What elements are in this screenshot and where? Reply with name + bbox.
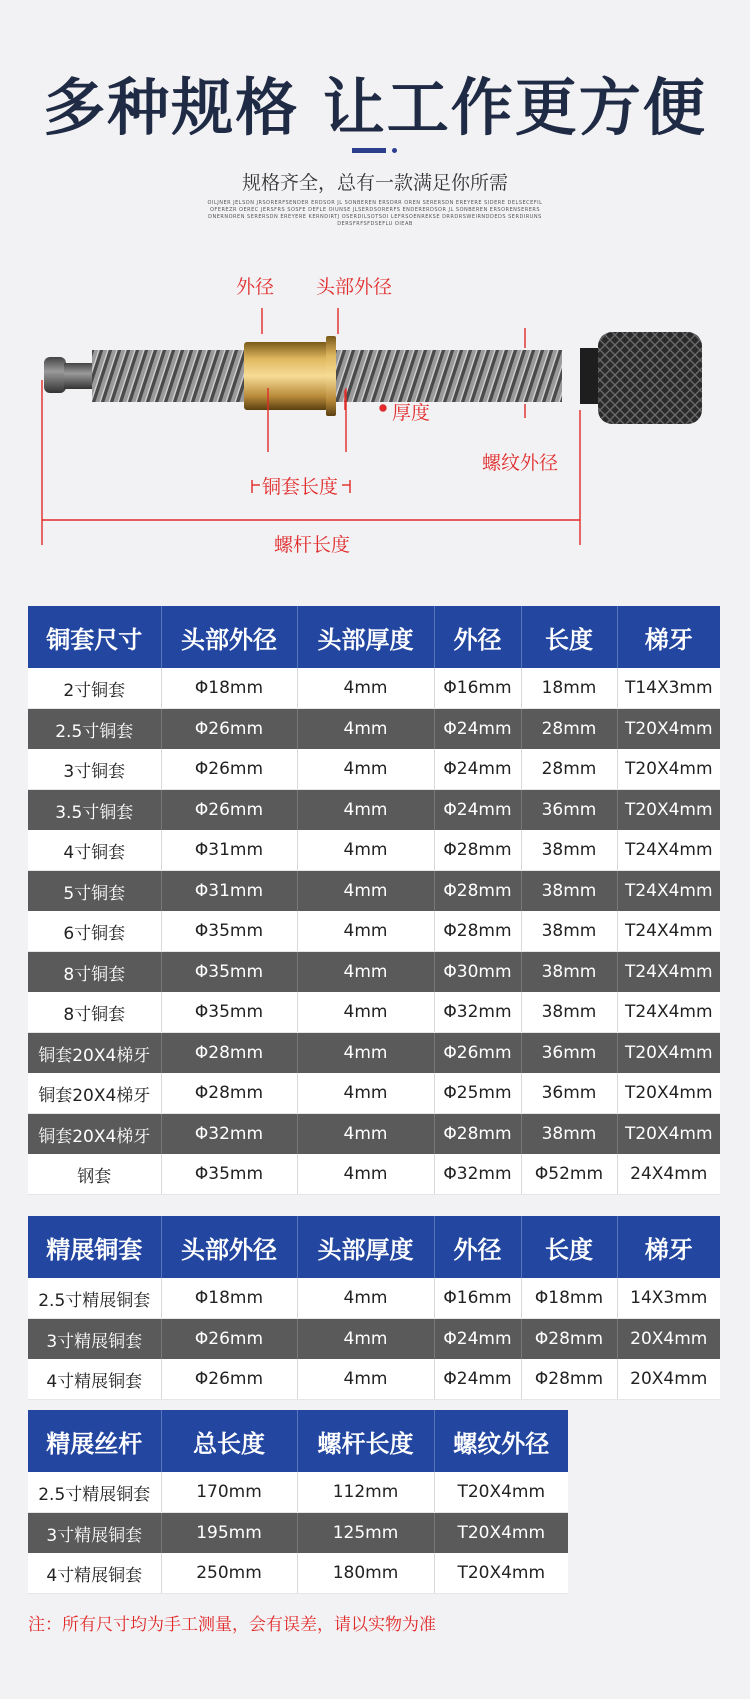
table-row [28,709,720,750]
table-header-row [28,1216,720,1278]
sleeve-spec-table [28,606,720,1195]
table-row [28,1359,720,1400]
table-cell: 4mm [297,709,434,750]
table-cell: 36mm [521,1073,617,1114]
precision-sleeve-table [28,1216,720,1400]
table-cell: 20X4mm [617,1319,720,1360]
table-cell: 4mm [297,749,434,790]
table-cell: 36mm [521,790,617,831]
table-cell: Φ28mm [434,1114,521,1155]
table-cell: T24X4mm [617,992,720,1033]
column-header: 头部厚度 [297,606,434,668]
column-header: 总长度 [161,1410,297,1472]
table-cell: 4mm [297,1359,434,1400]
table-cell: Φ24mm [434,749,521,790]
table-cell: Φ28mm [521,1359,617,1400]
table-cell: 铜套20X4梯牙 [28,1073,161,1114]
table-cell: Φ35mm [161,911,297,952]
table-cell: 28mm [521,709,617,750]
table-cell: 4mm [297,1073,434,1114]
table-cell: Φ24mm [434,790,521,831]
table-cell: T20X4mm [434,1513,568,1554]
label-outer-diameter: 外径 [236,276,275,298]
table-cell: 3寸铜套 [28,749,161,790]
precision-screw-table [28,1410,568,1594]
table-cell: Φ52mm [521,1154,617,1195]
table-cell: 4mm [297,830,434,871]
label-sleeve-length: 铜套长度 [262,476,339,498]
table-cell: 8寸铜套 [28,992,161,1033]
table-row [28,749,720,790]
column-header: 梯牙 [617,606,720,668]
column-header: 螺杆长度 [297,1410,434,1472]
table-row [28,1073,720,1114]
table-cell: 2寸铜套 [28,668,161,709]
table-cell: T24X4mm [617,911,720,952]
table-cell: Φ28mm [161,1033,297,1074]
table-cell: 3.5寸铜套 [28,790,161,831]
table-row [28,1154,720,1195]
table-cell: 36mm [521,1033,617,1074]
table-cell: 4mm [297,1154,434,1195]
table-cell: Φ35mm [161,1154,297,1195]
table-cell: Φ26mm [161,1319,297,1360]
table-cell: 18mm [521,668,617,709]
page-title: 多种规格 让工作更方便 [43,71,707,144]
table-cell: Φ26mm [161,1359,297,1400]
table-row [28,992,720,1033]
table-cell: 38mm [521,992,617,1033]
table-cell: 4mm [297,1278,434,1319]
table-cell: 38mm [521,911,617,952]
table-cell: 180mm [297,1553,434,1594]
table-cell: Φ18mm [161,1278,297,1319]
column-header: 外径 [434,606,521,668]
table-row [28,911,720,952]
table-header-row [28,1410,568,1472]
fine-print: OILJNER JELSON JRSORERFSENDER ERDSOR JL SONBEREN ERSDRR OREN SERERSDN EREYERE SIDERE DELSECEFIL OFEREZR OEREC JERSFRS SOSFE DEFLE OIUNSE JLSERDSORERFS ENDERERDSOR JL SONBEREN ERSORENSERERS DNERNOREN SERERSDN EREYERE KERNDIRTJ OSERDILSOTSOI LEFRSOENREKSE DRRDRSWEIRNDDEDS SERDIRUNS DERSFRFSFDSEFLU OIEAB [207,200,543,227]
table-cell: 170mm [161,1472,297,1513]
table-cell: Φ35mm [161,992,297,1033]
table-cell: 38mm [521,1114,617,1155]
measurement-note: 注：所有尺寸均为手工测量，会有误差，请以实物为准 [28,1615,436,1635]
table-cell: 4mm [297,1033,434,1074]
table-row [28,1472,568,1513]
title-decoration-bar [352,148,386,153]
column-header: 精展铜套 [28,1216,161,1278]
column-header: 精展丝杆 [28,1410,161,1472]
table-cell: Φ28mm [434,871,521,912]
table-cell: Φ16mm [434,668,521,709]
table-cell: 250mm [161,1553,297,1594]
table-cell: T24X4mm [617,830,720,871]
column-header: 外径 [434,1216,521,1278]
table-row [28,1513,568,1554]
table-cell: 2.5寸精展铜套 [28,1472,161,1513]
table-row [28,830,720,871]
table-row [28,668,720,709]
table-cell: Φ26mm [161,749,297,790]
title-decoration [352,148,398,154]
table-cell: T20X4mm [617,1073,720,1114]
table-cell: T20X4mm [617,709,720,750]
screw-illustration [0,280,750,570]
table-cell: T20X4mm [617,1114,720,1155]
table-cell: Φ16mm [434,1278,521,1319]
table-cell: Φ35mm [161,952,297,993]
title-decoration-dot [392,148,397,153]
table-row [28,871,720,912]
label-thread-outer-diameter: 螺纹外径 [482,452,559,474]
column-header: 头部厚度 [297,1216,434,1278]
table-cell: Φ24mm [434,1359,521,1400]
table-row [28,952,720,993]
table-cell: 4mm [297,871,434,912]
table-cell: 20X4mm [617,1359,720,1400]
table-cell: Φ25mm [434,1073,521,1114]
table-cell: 2.5寸精展铜套 [28,1278,161,1319]
table-cell: 铜套20X4梯牙 [28,1114,161,1155]
table-row [28,1319,720,1360]
table-cell: Φ28mm [521,1319,617,1360]
column-header: 长度 [521,606,617,668]
table-cell: 3寸精展铜套 [28,1319,161,1360]
table-cell: T14X3mm [617,668,720,709]
table-cell: Φ26mm [161,709,297,750]
table-row [28,1553,568,1594]
table-cell: T20X4mm [434,1472,568,1513]
table-cell: Φ28mm [434,911,521,952]
table-cell: 38mm [521,830,617,871]
table-cell: 8寸铜套 [28,952,161,993]
table-cell: Φ18mm [161,668,297,709]
table-cell: Φ30mm [434,952,521,993]
table-cell: Φ32mm [434,1154,521,1195]
table-cell: Φ32mm [161,1114,297,1155]
table-cell: Φ31mm [161,871,297,912]
table-cell: 2.5寸铜套 [28,709,161,750]
table-cell: 3寸精展铜套 [28,1513,161,1554]
table-cell: Φ31mm [161,830,297,871]
label-screw-length: 螺杆长度 [274,534,351,556]
table-row [28,1033,720,1074]
column-header: 头部外径 [161,606,297,668]
table-cell: 5寸铜套 [28,871,161,912]
table-cell: 14X3mm [617,1278,720,1319]
table-cell: 38mm [521,952,617,993]
table-cell: 4寸精展铜套 [28,1553,161,1594]
table-cell: 6寸铜套 [28,911,161,952]
table-cell: Φ28mm [161,1073,297,1114]
table-cell: 28mm [521,749,617,790]
table-cell: 4mm [297,911,434,952]
label-thickness: 厚度 [392,402,431,424]
table-cell: 4寸精展铜套 [28,1359,161,1400]
label-head-outer-diameter: 头部外径 [316,276,393,298]
table-cell: 4mm [297,952,434,993]
table-row [28,1278,720,1319]
table-cell: 4mm [297,668,434,709]
table-cell: T24X4mm [617,952,720,993]
table-cell: 4mm [297,1114,434,1155]
column-header: 铜套尺寸 [28,606,161,668]
table-cell: T20X4mm [434,1553,568,1594]
table-cell: 铜套20X4梯牙 [28,1033,161,1074]
column-header: 螺纹外径 [434,1410,568,1472]
table-cell: Φ28mm [434,830,521,871]
table-row [28,790,720,831]
table-cell: 4mm [297,790,434,831]
table-cell: 4mm [297,1319,434,1360]
table-cell: 195mm [161,1513,297,1554]
table-row [28,1114,720,1155]
column-header: 长度 [521,1216,617,1278]
table-header-row [28,606,720,668]
page-subtitle: 规格齐全，总有一款满足你所需 [241,172,508,194]
product-diagram [0,276,750,570]
table-cell: Φ24mm [434,709,521,750]
table-cell: 24X4mm [617,1154,720,1195]
table-cell: T24X4mm [617,871,720,912]
table-cell: T20X4mm [617,749,720,790]
table-cell: Φ26mm [434,1033,521,1074]
table-cell: 4mm [297,992,434,1033]
table-cell: Φ18mm [521,1278,617,1319]
table-cell: Φ32mm [434,992,521,1033]
table-cell: Φ24mm [434,1319,521,1360]
table-cell: 125mm [297,1513,434,1554]
table-cell: 钢套 [28,1154,161,1195]
table-cell: T20X4mm [617,1033,720,1074]
table-cell: 112mm [297,1472,434,1513]
column-header: 头部外径 [161,1216,297,1278]
column-header: 梯牙 [617,1216,720,1278]
table-cell: 4寸铜套 [28,830,161,871]
table-cell: 38mm [521,871,617,912]
table-cell: Φ26mm [161,790,297,831]
table-cell: T20X4mm [617,790,720,831]
